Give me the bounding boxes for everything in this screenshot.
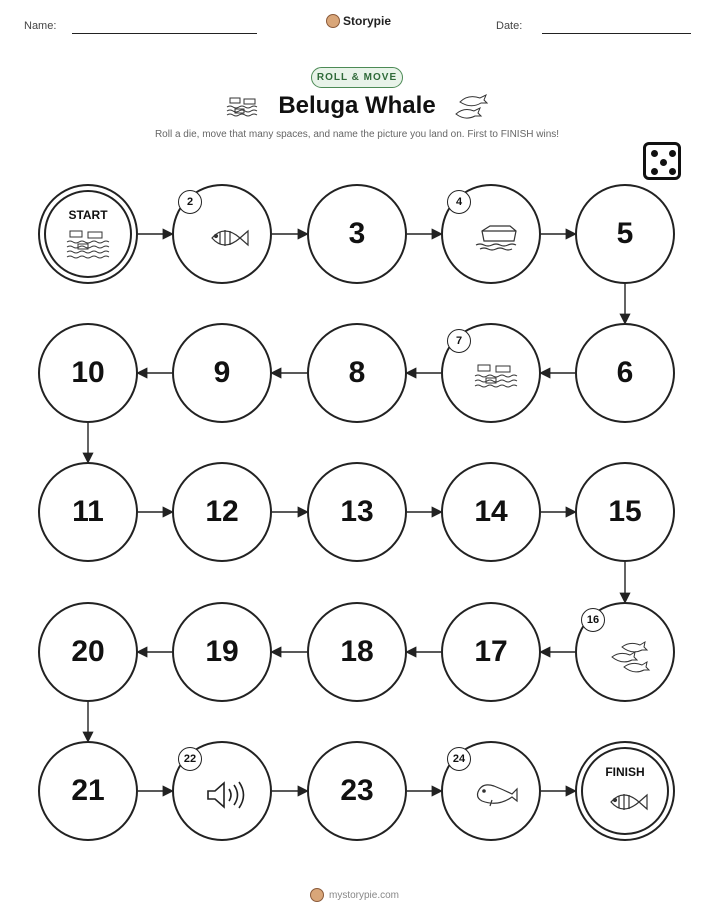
space-number: 11	[72, 495, 104, 528]
space-number: 17	[474, 635, 508, 668]
name-label: Name:	[24, 20, 57, 32]
brand-name: Storypie	[343, 14, 392, 28]
page-title: Beluga Whale	[278, 92, 436, 119]
space-9	[172, 323, 272, 423]
space-number: 14	[474, 495, 508, 528]
space-24	[441, 741, 541, 841]
space-6	[575, 323, 675, 423]
sea-ice-icon	[66, 228, 112, 260]
space-number: 5	[616, 217, 634, 250]
space-4	[441, 184, 541, 284]
beluga-icon	[472, 780, 522, 810]
ice-floe-icon	[474, 223, 520, 253]
beluga-pod-icon	[608, 639, 654, 673]
space-10	[38, 323, 138, 423]
space-18	[307, 602, 407, 702]
space-23	[307, 741, 407, 841]
finish-label: FINISH	[605, 765, 645, 779]
space-number: 16	[581, 608, 605, 632]
space-8	[307, 323, 407, 423]
space-12	[172, 462, 272, 562]
space-number: 6	[616, 356, 634, 389]
start-space	[38, 184, 138, 284]
fish-icon	[206, 223, 250, 253]
space-number: 24	[447, 747, 471, 771]
space-number: 21	[71, 774, 105, 807]
space-21	[38, 741, 138, 841]
finish-space	[575, 741, 675, 841]
space-number: 19	[205, 635, 239, 668]
space-20	[38, 602, 138, 702]
footer	[310, 888, 399, 902]
footer-url: mystorypie.com	[329, 889, 400, 901]
space-7	[441, 323, 541, 423]
space-number: 4	[447, 190, 471, 214]
space-number: 9	[213, 356, 231, 389]
space-5	[575, 184, 675, 284]
space-number: 23	[340, 774, 374, 807]
storypie-mascot-icon	[310, 888, 324, 902]
space-13	[307, 462, 407, 562]
space-3	[307, 184, 407, 284]
space-22	[172, 741, 272, 841]
space-16	[575, 602, 675, 702]
space-number: 8	[348, 356, 366, 389]
space-number: 20	[71, 635, 105, 668]
space-17	[441, 602, 541, 702]
space-11	[38, 462, 138, 562]
space-15	[575, 462, 675, 562]
instructions: Roll a die, move that many spaces, and name the picture you land on. First to FINISH wins!	[154, 129, 560, 140]
date-label: Date:	[496, 20, 523, 32]
speaker-icon	[204, 780, 252, 810]
space-number: 13	[340, 495, 374, 528]
space-number: 3	[348, 217, 366, 250]
space-number: 10	[71, 356, 105, 389]
space-14	[441, 462, 541, 562]
activity-badge: ROLL & MOVE	[311, 67, 403, 88]
start-label: START	[68, 208, 108, 222]
space-number: 15	[608, 495, 642, 528]
space-2	[172, 184, 272, 284]
space-19	[172, 602, 272, 702]
space-number: 7	[447, 329, 471, 353]
fish-icon	[605, 787, 649, 817]
space-number: 22	[178, 747, 202, 771]
space-number: 12	[205, 495, 239, 528]
space-number: 2	[178, 190, 202, 214]
space-number: 18	[340, 635, 374, 668]
sea-ice-icon	[474, 362, 520, 392]
